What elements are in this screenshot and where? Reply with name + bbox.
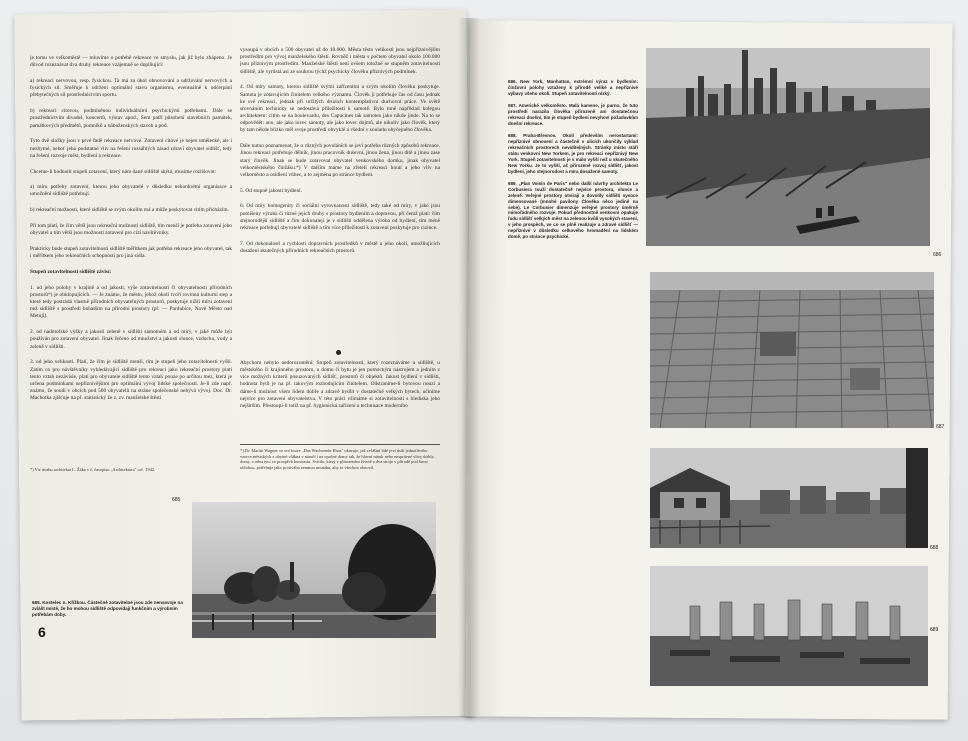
caption-685: 685. Kostelec n. Křížkou. Částečně zotavitelné jsou zde nenasvoje na zvlášt místě, že ho mohou sídliště odpovídají funkčním a výrobním potřebám doby. (32, 600, 183, 617)
footnote-a: *) Viz úvahu architekta L. Žáka v č. časopisu „Architektura" roč. 1942. (30, 467, 156, 472)
list-item: 2. od nadmořské výšky a jakosti zeleně v sídlišti samotném a od míry, v jaké může být používán pro zotavení obyvatel. Jinak řečeno od množství a jakosti slunce, vzduchu, vody a zeleně v sídlišti. (30, 329, 232, 350)
right-page-captions (508, 73, 638, 297)
column-a (30, 48, 232, 486)
figure-number-686: 686 (933, 252, 942, 258)
figure-number-688: 688 (930, 545, 939, 551)
column-a-paragraph: Chceme-li hodnotit stupeň zotavení, který nám dané sídliště skýtá, musíme rozlišovat: (30, 168, 216, 175)
caption-687: 687. Americké velkoměsto. Malá kamene, je parno, že tuto prostředí narazila člověka přirozeně ani dostatečnou rekreaci dnešní, tím je stupeň bydlení nevyhoví požadavkům dnešní rekreace. (508, 103, 638, 126)
column-b-paragraph: 4. Od míry samoty, kterou sídliště svými zařízeními a svým okolím člověku poskytuje. Samota je zotavujícím činitelem velkého významu. Člověk ji potřebuje čas od času jednak ke své rekreaci, jednak při určitých druzích kontemplativní duchovní práce. Ve světě srovnáním technicky se nedostává příležitostí k samotě. Bylo mně například kolegou architektem: citím se na boulevardu, des Capucines tak samoten jako nikde jinde. Na to se odpovědět: ano, ale jako lovec samoty, ale jako lovec dojmů, ale nikoliv jako člověk, který by tam někde blízko měl svoje prostředí obvyklé a všední v souladu obyčejného člověka. (240, 84, 440, 134)
photo-687-aerial-city (650, 272, 934, 428)
photo-685-landscape (192, 502, 436, 638)
figure-number-687: 687 (936, 424, 945, 430)
column-a-paragraph: Tyto dvě složky jsou v prvé řadě rekreace nervové. Zotavení citové je nejen umělecké, ale i nezbytné, neboť jeho podstatné vliv na řešení rozsáhlých zásad zdraví obyvatel sídlišť, tedy na řešení rozvoje měst, bydlení a rekreace. (30, 138, 232, 159)
photo-688-houses (650, 448, 928, 548)
footnote-b: *) Dr. Martin Wagner ve své knize „Das Wachsende Haus" ukazuje, jak zvláštní lidé jeví úsilí jednotlivého vzorce městských z obytné vlákna v náručí i na opačné domy tak, že hlavní náruk nebo nesprávné vlivy útrhly, domy, v něm tyto ve prospěch kontrastu. Svítilo, který v přirozeném životě a dva stroje v přírodě pod širou oblohou, potřebuje jako protiváhu zemnou nesnáhu, aby to všechno obnovil. (240, 448, 435, 470)
column-a-paragraph: b) rekreační možnosti, které sídliště se svým okolím má a může poskytovat citím přicházím. (30, 207, 229, 214)
column-c: Abychom nebylo nedorozumění: Stupeň zotavitelnosti, který rozeznáváme u sídliště, u městského či krajinného prostoru, u domu či bytu je jen pomocným nástrojem a jedním z více možných kriterií posuzovaných sídlišť, prostorů či objektů. Jakost bydlení v sídlišti, hodnota bytů je na př. takovým rozhodujícím činitelem. Odstraníme-li bytovou nouzi a dáme-li možnost všem lidem dobře a zdravě bydlit v dostatečně velkých bytech, učiníme nejvíce pro zotavení obyvatelstva. V této práci všímáme si zotavitelnosti s hlediska jeho nejširším. Přestoupí-li totiž na př. hygienická zařízení a technisace moderního (240, 360, 440, 409)
caption-689: 689. „Plan Voisin de Paris" nebo další návrhy architekta Le Corbusiera touží dostatečně nejvíce prostoru, slunce a zeleně. Veřejné prostory otvírají a dovolily sídlišti vysoce dimensované (mnohé pavilony Člověka něco jedině na sebe). Le Corbusier dimenzuje veřejné prostory úměrně mimořádného rozvoje. Pokud přednostně venkovní opakuje řadu sídlišť velkých měst na zelenou kvůli vysokých stavení, v jeho prospěch, ve co se plně realizuje a zdravé sídlišť — nepříznivé v důsledku celkového hromadění na lidském domě, po stránce psychické. (508, 181, 638, 239)
figure-number-685: 685 (172, 497, 181, 503)
figure-number-689: 689 (930, 627, 939, 633)
column-b-paragraph: 6. Od míry homogenity či sociální vyrovnanosti sídliště, tedy také od míry, v jaké jsou pomíšeny výroba či různé jejich druhy s prostory bydlením a dopravou, při čemž platí: čím stejnorodější sídliště a čím dokonaleji je v sídlišti oddělena výroba od bydlení, tím méně rekreace potřebují obyvatelé sídliště a tím více příležitostí k zotavení poskytuje pro cizince. (240, 203, 440, 231)
column-b (240, 40, 440, 354)
column-a-paragraph: a) rekreaci nervovou, resp. fysickou. Ta má za úkol obnovování a udržování nervových a fysických sil. Směřuje k udržení optimální stavu organismu, eventuálně k odčerpání přebytečných sil prostřednictvím sportu. (30, 78, 232, 99)
caption-688: 688. Praha-Břevnov. Okolí především nerostartami: nepříznivé obnovení a částečně v ulicích ukončily výklad rekreačních prostorech neviditelných. Stránky místo stáří státu venkovní New Yorkem, je pro rekreaci nepříznivý New York. Stupeň zotavitelnosti je v málo vyšší než u skutečného New Yorku. Je to vyšší, ač přirozeně rozvoj sídlišť, jakost bydlení, jeho stejnorodost a míra dosažené samoty. (508, 133, 638, 174)
column-b-paragraph: 7. Od dokonalosti a rychlosti dopravních prostředků v městě a jeho okolí, umožňujících dosažení skutečných přírodních rekreačních prostorů. (240, 240, 440, 254)
column-a-paragraph: b) rekreaci citovou, podmíněnou individuálními psychickými potřebami. Dále se prostřednictvím divadel, koncertů, výstav apod., Sem patří působení stavebních památek, památkových předmětů, pomníků a náboženských staveb a pod. (30, 108, 232, 129)
list-item: 1. od jeho polohy v krajině a od jakosti, výše zotavitelnosti či obyvatelnosti přírodních prostorů*) je obklopujících. — Je známo, že město, jehož okolí tvoří rovinná kulturní step a které tedy postrádá vlastně přírodních obyvatelných prostorů, poskytuje nižší míru zotavení než sídliště s prostředí bohatším na přírodní prostory (př. — Pardubice, Nové Město nad Metují). (30, 284, 232, 320)
list-item: 3. od jeho velikosti. Platí, že čím je sídliště menší, tím je stupeň jeho zotavitelnosti vyšší. Zatím co pro návštěvníky vyhledávající sídliště pro rekreaci jako rekreační prostory platí tento vztah nezávisle, platí pro obyvatele sídliště tento vztah pouze po určitou mez, která je určena podmínkami nepříznivějšími pro optimální vývoj lidské společnosti. Je-li zde např. známo, že soudí v obcích pod 500 obyvatelů na stráne společenské nebývá vývoj. Doc. Dr. Machotka zjišťuje na př. statistický že z. zv. manželské štěstí (30, 359, 232, 402)
footnote-rule (240, 444, 440, 445)
photo-686-manhattan (646, 48, 930, 246)
section-heading: Stupeň zotavitelnosti sídliště závisí: (30, 269, 112, 276)
column-b-paragraph: Dále nutno poznamenat, že o různých povoláních se jeví potřeba různých způsobů rekreace. Jinou rekreaci potřebuje dělník, jinou pracovník duševní, jinou žena, jinou dítě a jinou zase starý člověk. Jinak se bude zotavovat obyvatel venkovského domku, jinak obyvatel velkoměstského činžáku.*) V dalším máme na zřeteli rekreaci hnutí a jeho vliv na velkoměsto a osídlení vůbec, a to zejména po stránce bydlení. (240, 143, 440, 178)
caption-686: 686. New York, Manhattan, extrémní výraz v bydlením: činžovní polohy vztaženy k přírodě veliké a nepříznivé výbavy všeho okolí. Stupeň zotavitelnosti nízký. (508, 78, 638, 96)
column-b-paragraph: vysoupá v obcích o 500 obyvatel až do 10.000. Města těsto velikosti jsou nejpříznivějším prostředím pro vývoj manželského štěstí. Rovněž i města s počtem obyvatel okolo 100.000 jsou příznivým prostředím. Manželské štěstí není ovšem totožné se stupněm zotavitelnosti sídliště, ale vyrůstá asi ze souhrnu týchž psychicky člověku příznivých podmínek. (240, 47, 440, 75)
column-a-paragraph: Při tom platí, že čím větší jsou rekreační možnosti sídliště, tím menší je potřeba zotavení jeho obyvatel a tím větší jsou možnosti zotavení pro cizí návštěvníky. (30, 223, 232, 237)
column-a-paragraph: je tomu ve velkoměstě — mluvíme o potřebě rekreace ve smyslu, jak již bylo zhápeno. Je důvod rozeznávat dva druhy rekreace vzájemně se doplňující: (30, 55, 232, 69)
book-gutter-shadow (458, 18, 480, 718)
column-b-paragraph: 5. Od stupně jakosti bydlení. (240, 187, 302, 194)
column-a-paragraph: Prakticky bude stupeň zotavitelnosti sídliště měřítkem jak potřeba rekreace jeho obyvatel, tak i měřítkem jeho rekreačních schopností pro jiná sídla. (30, 246, 232, 260)
photo-689-plan-voisin (650, 566, 928, 686)
section-divider-dot (336, 350, 341, 355)
column-a-paragraph: a) míru potřeby zotavení, kterou jeho obyvatelé v důsledku nekonkrétní organisace a umožnění sídliště potřebují. (30, 184, 232, 198)
page-number: 6 (38, 624, 46, 640)
